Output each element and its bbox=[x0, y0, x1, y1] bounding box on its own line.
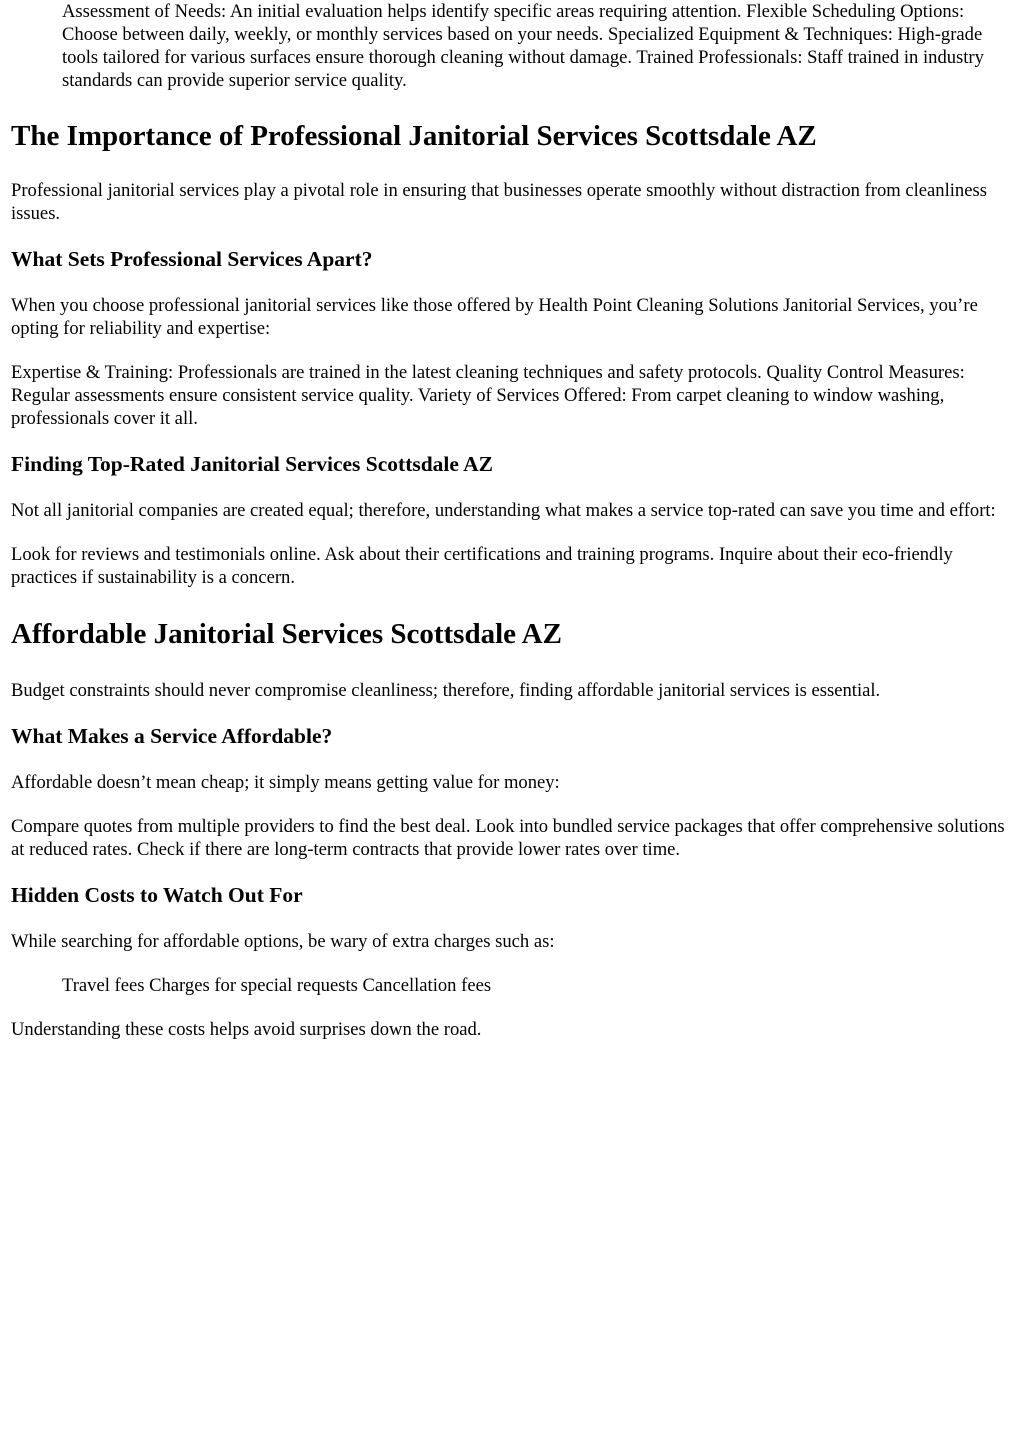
closing-paragraph: Understanding these costs helps avoid surprises down the road. bbox=[11, 1019, 482, 1040]
subheading-hidden-costs: Hidden Costs to Watch Out For bbox=[11, 883, 303, 907]
section-heading-affordable: Affordable Janitorial Services Scottsdale AZ bbox=[11, 618, 562, 650]
section-paragraph: Professional janitorial services play a pivotal role in ensuring that businesses operate smoothly without distraction from cleanliness issues. bbox=[11, 180, 987, 224]
subsection-list: Expertise & Training: Professionals are trained in the latest cleaning techniques and safety protocols. Quality Control Measures: Regular assessments ensure consistent service quality. Variety of Services Offered: From carpet cleaning to window washing, professionals cover it all. bbox=[11, 362, 965, 429]
subheading-what-sets-apart: What Sets Professional Services Apart? bbox=[11, 247, 373, 271]
section-paragraph: Budget constraints should never compromise cleanliness; therefore, finding affordable janitorial services is essential. bbox=[11, 680, 881, 701]
subsection-paragraph: While searching for affordable options, be wary of extra charges such as: bbox=[11, 931, 555, 952]
subheading-finding-top-rated: Finding Top-Rated Janitorial Services Scottsdale AZ bbox=[11, 452, 493, 476]
subheading-what-makes-affordable: What Makes a Service Affordable? bbox=[11, 724, 333, 748]
subsection-paragraph: Not all janitorial companies are created equal; therefore, understanding what makes a service top-rated can save you time and effort: bbox=[11, 500, 996, 521]
subsection-list: Compare quotes from multiple providers to find the best deal. Look into bundled service packages that offer comprehensive solutions at reduced rates. Check if there are long-term contracts that provide lower rates over time. bbox=[11, 816, 1005, 860]
subsection-paragraph: Affordable doesn’t mean cheap; it simply means getting value for money: bbox=[11, 772, 560, 793]
subsection-paragraph: When you choose professional janitorial services like those offered by Health Point Cleaning Solutions Janitorial Services, you’re opting for reliability and expertise: bbox=[11, 295, 978, 339]
subsection-list: Look for reviews and testimonials online. Ask about their certifications and training programs. Inquire about their eco-friendly practices if sustainability is a concern. bbox=[11, 544, 953, 588]
intro-list: Assessment of Needs: An initial evaluation helps identify specific areas requiring attention. Flexible Scheduling Options: Choose between daily, weekly, or monthly services based on your needs. Specialized Equipment & Techniques: High-grade tools tailored for various surfaces ensure thorough cleaning without damage. Trained Professionals: Staff trained in industry standards can provide superior service quality. bbox=[62, 1, 984, 91]
section-heading-importance: The Importance of Professional Janitorial Services Scottsdale AZ bbox=[11, 120, 817, 152]
hidden-costs-list: Travel fees Charges for special requests Cancellation fees bbox=[62, 975, 492, 996]
